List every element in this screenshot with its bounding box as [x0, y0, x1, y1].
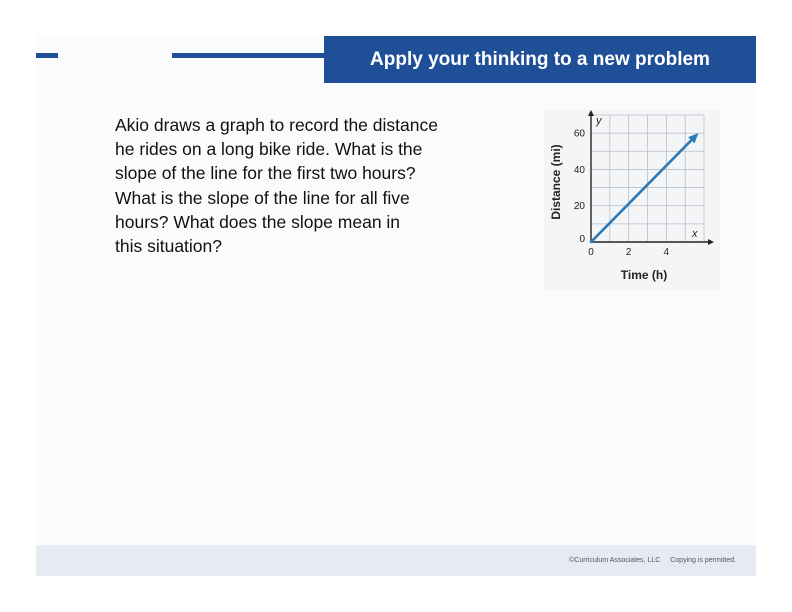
y-axis-variable: y: [596, 115, 602, 127]
copyright-text: ©Curriculum Associates, LLC: [569, 557, 661, 564]
x-tick-label: 0: [588, 247, 594, 258]
y-tick-label: 40: [573, 164, 585, 176]
x-axis-label: Time (h): [620, 268, 668, 282]
header-title: Apply your thinking to a new problem: [370, 48, 710, 70]
distance-time-graph: [544, 110, 720, 290]
problem-line: What is the slope of the line for all five: [115, 187, 410, 208]
x-tick-label: 4: [663, 247, 670, 258]
y-tick-label: 0: [579, 234, 585, 245]
problem-line: slope of the line for the first two hours?: [115, 163, 416, 184]
x-axis-variable: x: [692, 228, 698, 240]
permission-text: Copying is permitted.: [670, 557, 736, 564]
header-rule-left: [36, 53, 58, 58]
header-banner: [324, 36, 756, 83]
x-tick-label: 2: [625, 247, 632, 258]
problem-text: [115, 113, 505, 258]
problem-line: Akio draws a graph to record the distance: [115, 115, 438, 135]
problem-line: he rides on a long bike ride. What is the: [115, 139, 423, 160]
y-axis-label: Distance (mi): [549, 144, 563, 220]
footer-bar: [36, 545, 756, 576]
header-rule-middle: [172, 53, 326, 58]
y-tick-label: 60: [573, 128, 585, 140]
problem-line: this situation?: [115, 236, 223, 257]
y-tick-label: 20: [573, 201, 585, 213]
copyright-notice: [569, 557, 736, 564]
problem-line: hours? What does the slope mean in: [115, 211, 401, 232]
